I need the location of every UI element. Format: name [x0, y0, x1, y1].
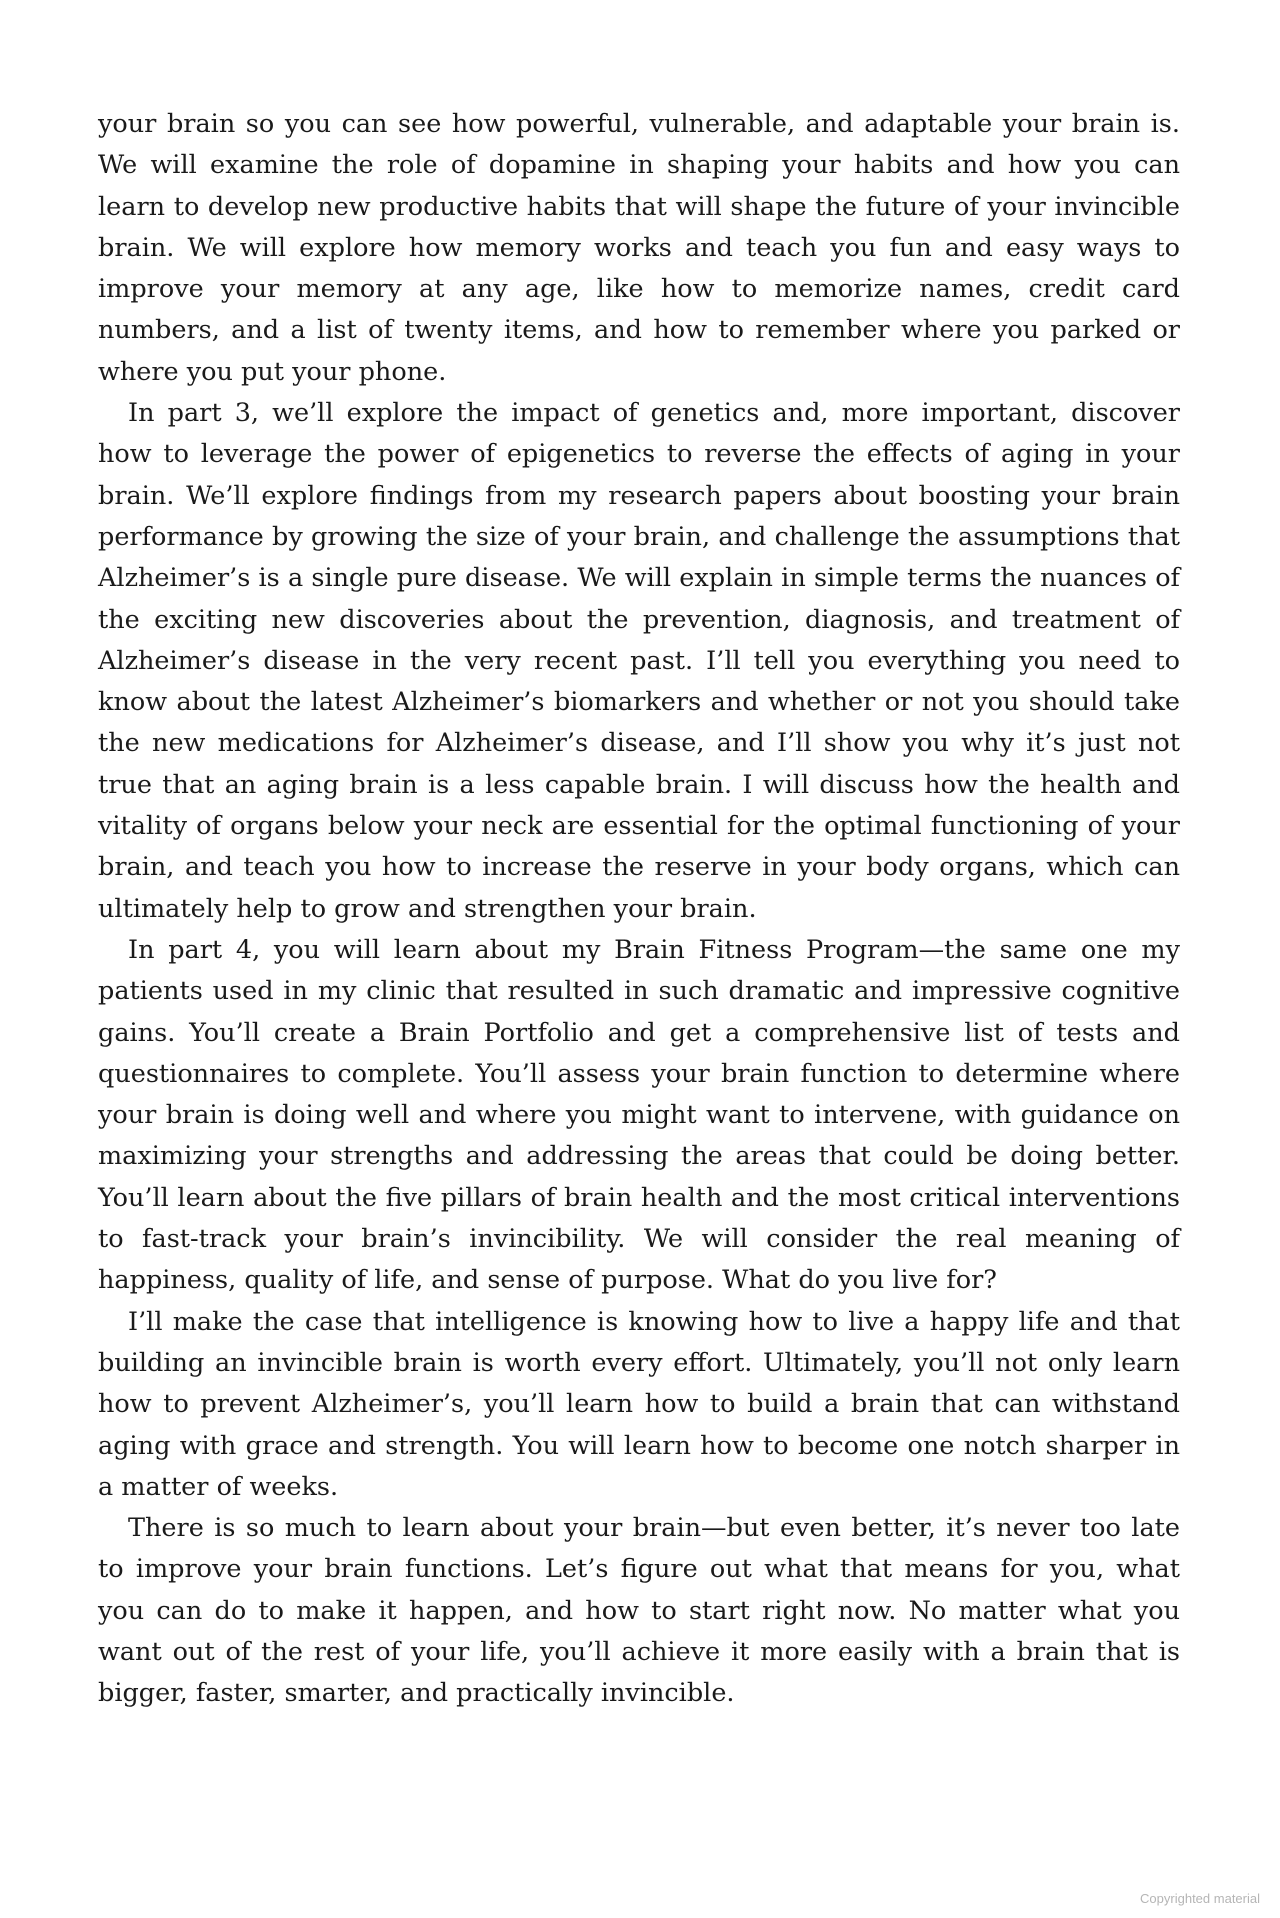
paragraph-intelligence: I’ll make the case that intelligence is knowing how to live a happy life and that building an invincible brain is worth every effort. Ultimately, you’ll not only learn how to prevent Alzheimer’s, you’ll learn how to build a brain that can withstand aging with grace and strength. You will learn how to become one notch sharper in a matter of weeks. [98, 1306, 1180, 1502]
page-body [98, 104, 1180, 1715]
paragraph-closing: There is so much to learn about your brain—but even better, it’s never too late to improve your brain functions. Let’s figure out what that means for you, what you can do to make it happen, and how to start right now. No matter what you want out of the rest of your life, you’ll achieve it more easily with a brain that is bigger, faster, smarter, and practically invincible. [98, 1513, 1180, 1709]
copyright-notice: Copyrighted material [1140, 1891, 1260, 1906]
paragraph-part-4: In part 4, you will learn about my Brain Fitness Program—the same one my patients used in my clinic that resulted in such dramatic and impressive cognitive gains. You’ll create a Brain Portfolio and get a comprehensive list of tests and questionnaires to complete. You’ll assess your brain function to determine where your brain is doing well and where you might want to intervene, with guidance on maximizing your strengths and addressing the areas that could be doing better. You’ll learn about the five pillars of brain health and the most critical interventions to fast-track your brain’s invincibility. We will consider the real meaning of happiness, quality of life, and sense of purpose. What do you live for? [98, 934, 1180, 1296]
paragraph-part-3: In part 3, we’ll explore the impact of genetics and, more important, discover how to leverage the power of epigenetics to reverse the effects of aging in your brain. We’ll explore findings from my research papers about boosting your brain performance by growing the size of your brain, and challenge the assumptions that Alzheimer’s is a single pure disease. We will explain in simple terms the nuances of the exciting new discoveries about the prevention, diagnosis, and treatment of Alzheimer’s disease in the very recent past. I’ll tell you everything you need to know about the latest Alzheimer’s biomarkers and whether or not you should take the new medications for Alzheimer’s disease, and I’ll show you why it’s just not true that an aging brain is a less capable brain. I will discuss how the health and vitality of organs below your neck are essential for the optimal functioning of your brain, and teach you how to increase the reserve in your body organs, which can ultimately help to grow and strengthen your brain. [98, 398, 1180, 924]
paragraph-continuation: your brain so you can see how powerful, vulnerable, and adaptable your brain is. We will examine the role of dopamine in shaping your habits and how you can learn to develop new productive habits that will shape the future of your invincible brain. We will explore how memory works and teach you fun and easy ways to improve your memory at any age, like how to memorize names, credit card numbers, and a list of twenty items, and how to remember where you parked or where you put your phone. [98, 109, 1180, 387]
